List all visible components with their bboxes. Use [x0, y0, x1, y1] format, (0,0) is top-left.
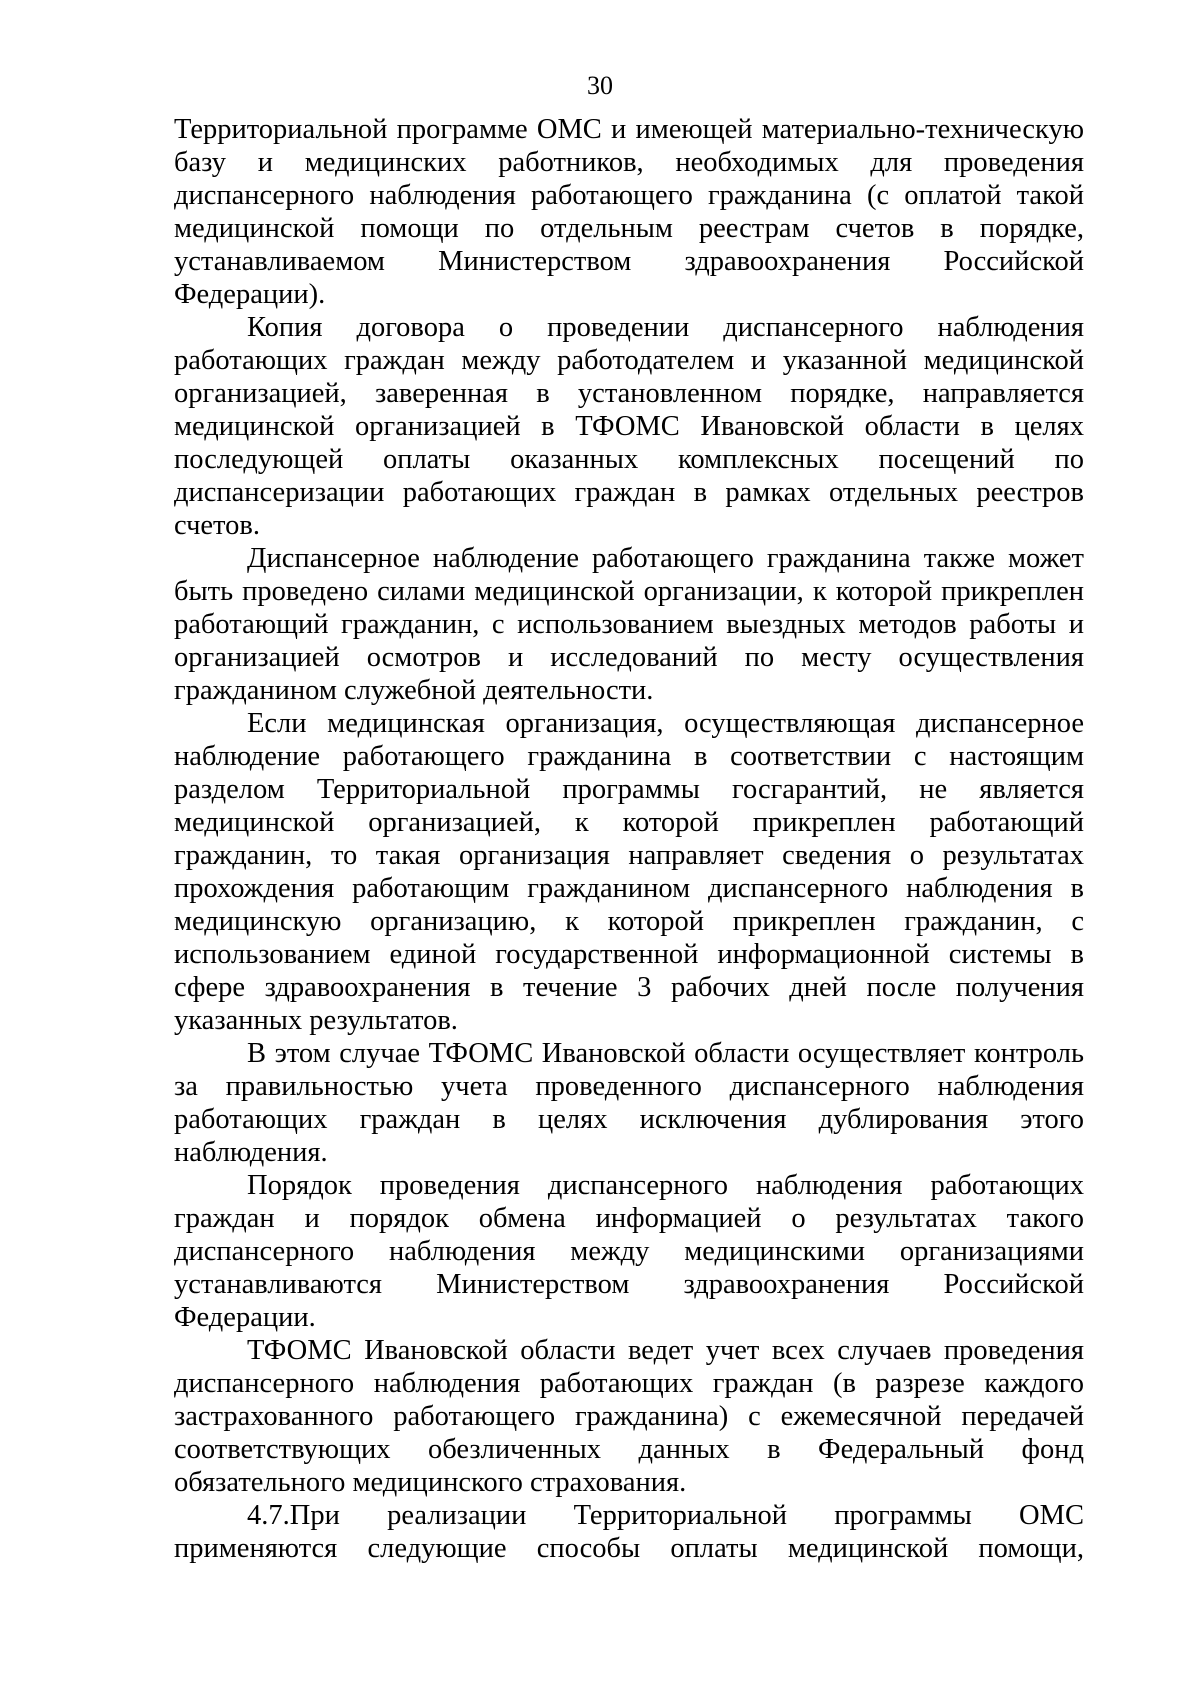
- text-line: работающий гражданин, с использованием выездных методов работы и: [174, 609, 1084, 640]
- text-line: организацией осмотров и исследований по месту осуществления: [174, 642, 1084, 673]
- text-line: счетов.: [174, 510, 260, 541]
- text-line: устанавливаемом Министерством здравоохранения Российской: [174, 246, 1084, 277]
- text-line: базу и медицинских работников, необходимых для проведения: [174, 147, 1084, 178]
- text-line: медицинскую организацию, к которой прикреплен гражданин, с: [174, 906, 1084, 937]
- paragraph: [174, 1499, 1084, 1565]
- document-body: [174, 113, 1084, 1565]
- text-line: диспансерного наблюдения работающего гражданина (с оплатой такой: [174, 180, 1084, 211]
- text-line: 4.7.При реализации Территориальной программы ОМС: [247, 1500, 1084, 1531]
- text-line: застрахованного работающего гражданина) с ежемесячной передачей: [174, 1401, 1084, 1432]
- text-line: гражданином служебной деятельности.: [174, 675, 654, 706]
- text-line: Порядок проведения диспансерного наблюдения работающих: [247, 1170, 1084, 1201]
- text-line: Федерации.: [174, 1302, 316, 1333]
- paragraph: [174, 707, 1084, 1037]
- paragraph: [174, 1334, 1084, 1499]
- text-line: гражданин, то такая организация направляет сведения о результатах: [174, 840, 1084, 871]
- text-line: диспансеризации работающих граждан в рамках отдельных реестров: [174, 477, 1084, 508]
- text-line: граждан и порядок обмена информацией о результатах такого: [174, 1203, 1084, 1234]
- paragraph: [174, 113, 1084, 311]
- text-line: диспансерного наблюдения между медицинскими организациями: [174, 1236, 1084, 1267]
- text-line: разделом Территориальной программы госгарантий, не является: [174, 774, 1084, 805]
- text-line: медицинской помощи по отдельным реестрам счетов в порядке,: [174, 213, 1084, 244]
- paragraph: [174, 1169, 1084, 1334]
- text-line: организацией, заверенная в установленном порядке, направляется: [174, 378, 1084, 409]
- text-line: наблюдения.: [174, 1137, 328, 1168]
- text-line: указанных результатов.: [174, 1005, 458, 1036]
- paragraph: [174, 1037, 1084, 1169]
- text-line: Территориальной программе ОМС и имеющей материально-техническую: [174, 114, 1084, 145]
- text-line: за правильностью учета проведенного диспансерного наблюдения: [174, 1071, 1084, 1102]
- text-line: быть проведено силами медицинской организации, к которой прикреплен: [174, 576, 1084, 607]
- text-line: сфере здравоохранения в течение 3 рабочих дней после получения: [174, 972, 1084, 1003]
- paragraph: [174, 311, 1084, 542]
- text-line: В этом случае ТФОМС Ивановской области осуществляет контроль: [247, 1038, 1084, 1069]
- text-line: Диспансерное наблюдение работающего гражданина также может: [247, 543, 1084, 574]
- text-line: Если медицинская организация, осуществляющая диспансерное: [247, 708, 1084, 739]
- text-line: наблюдение работающего гражданина в соответствии с настоящим: [174, 741, 1084, 772]
- text-line: диспансерного наблюдения работающих граждан (в разрезе каждого: [174, 1368, 1084, 1399]
- text-line: Копия договора о проведении диспансерного наблюдения: [247, 312, 1084, 343]
- text-line: применяются следующие способы оплаты медицинской помощи,: [174, 1533, 1084, 1564]
- text-line: работающих граждан в целях исключения дублирования этого: [174, 1104, 1084, 1135]
- text-line: работающих граждан между работодателем и указанной медицинской: [174, 345, 1084, 376]
- text-line: медицинской организацией, к которой прикреплен работающий: [174, 807, 1084, 838]
- text-line: последующей оплаты оказанных комплексных посещений по: [174, 444, 1084, 475]
- page-number: 30: [587, 71, 613, 100]
- text-line: прохождения работающим гражданином диспансерного наблюдения в: [174, 873, 1084, 904]
- text-line: медицинской организацией в ТФОМС Ивановской области в целях: [174, 411, 1084, 442]
- paragraph: [174, 542, 1084, 707]
- text-line: ТФОМС Ивановской области ведет учет всех случаев проведения: [247, 1335, 1084, 1366]
- text-line: устанавливаются Министерством здравоохранения Российской: [174, 1269, 1084, 1300]
- text-line: использованием единой государственной информационной системы в: [174, 939, 1084, 970]
- text-line: Федерации).: [174, 279, 326, 310]
- text-line: соответствующих обезличенных данных в Федеральный фонд: [174, 1434, 1084, 1465]
- text-line: обязательного медицинского страхования.: [174, 1467, 687, 1498]
